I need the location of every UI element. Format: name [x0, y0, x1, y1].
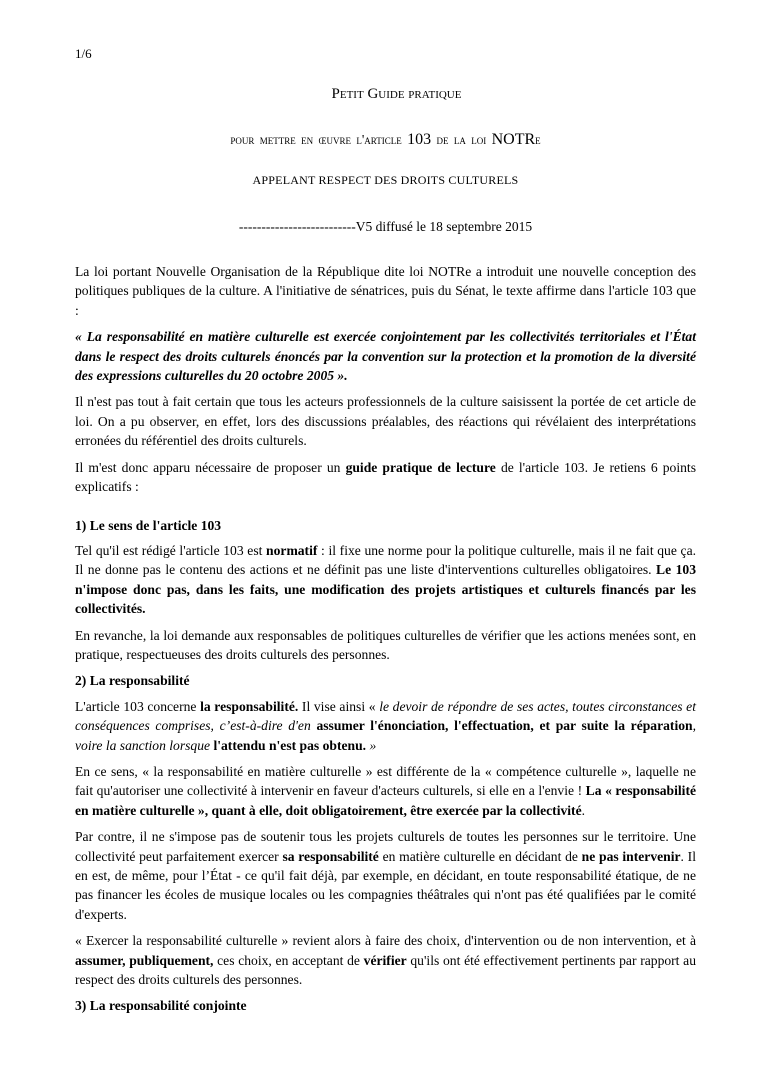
text-run: Par contre, il ne s'impose pas de soutenir tous les projets culturels de toutes les personnes sur le territoire. Une collectivité peut parfaitement exercer	[75, 829, 696, 864]
intro-paragraph-2: Il n'est pas tout à fait certain que tous les acteurs professionnels de la culture saisissent la portée de cet article de loi. On a pu observer, en effet, lors des discussions préalables, des réactions qui révélaient des interprétations erronées du référentiel des droits culturels.	[75, 394, 696, 449]
section-2-paragraph-4	[75, 931, 696, 989]
text-run: En ce sens, « la responsabilité en matière culturelle » est différente de la « compétence culturelle », laquelle ne fait qu'autoriser une collectivité à intervenir en faveur d'acteurs culturels, si elle en a l'envie !	[75, 763, 696, 799]
bold-run: La « responsabilité en matière culturelle », quant à elle, doit obligatoirement, être exercée par la collectivité	[75, 783, 697, 818]
subtitle-text-2: de la loi	[436, 131, 487, 147]
page-number: 1/6	[75, 46, 92, 61]
text-run: « Exercer la responsabilité culturelle » revient alors à faire des choix, d'intervention ou de non intervention, et à	[75, 933, 696, 949]
document-title: Petit Guide pratique	[331, 86, 462, 103]
bold-run: guide pratique de lecture	[345, 459, 496, 475]
text-run: de l'article 103. Je retiens 6 points explicatifs :	[75, 459, 696, 495]
version-line: --------------------------V5 diffusé le 18 septembre 2015	[238, 218, 533, 234]
bold-run: l'attendu n'est pas obtenu.	[213, 737, 367, 753]
section-2-paragraph-3	[75, 827, 696, 924]
text-run: L'article 103 concerne	[75, 698, 201, 714]
subtitle-text: pour mettre en œuvre l'article	[230, 131, 402, 147]
document-subtitle	[75, 130, 696, 149]
section-3-heading: 3) La responsabilité conjointe	[75, 998, 247, 1014]
section-1-paragraph-2: En revanche, la loi demande aux responsables de politiques culturelles de vérifier que les actions menées sont, en pratique, respectueuses des droits culturels des personnes.	[75, 627, 696, 662]
intro-paragraph-3	[75, 458, 696, 497]
section-2-paragraph-2	[75, 762, 696, 820]
section-1-paragraph	[75, 541, 696, 619]
subtitle-law-suffix: e	[535, 131, 541, 147]
text-run: .	[581, 802, 586, 818]
subtitle-article-number: 103	[407, 130, 432, 148]
section-2-paragraph	[75, 697, 696, 755]
text-run: Il m'est donc apparu nécessaire de proposer un	[75, 459, 346, 475]
bold-run: assumer, publiquement,	[75, 952, 214, 968]
law-quote: « La responsabilité en matière culturelle est exercée conjointement par les collectivités territoriales et l'État dans le respect des droits culturels énoncés par la convention sur la protection et la promotion de la diversité des expressions culturelles du 20 octobre 2005 ».	[75, 329, 696, 384]
text-run: en matière culturelle en décidant de	[378, 848, 582, 864]
bold-run: vérifier	[363, 952, 407, 968]
intro-paragraph: La loi portant Nouvelle Organisation de la République dite loi NOTRe a introduit une nouvelle conception des politiques publiques de la culture. A l'initiative de sénatrices, puis du Sénat, le texte affirme dans l'article 103 que :	[75, 264, 696, 318]
italic-run: , voire la sanction lorsque	[75, 718, 696, 753]
spacer	[75, 504, 696, 516]
bold-italic-run: assumer l'énonciation, l'effectuation, et par suite la réparation	[316, 718, 693, 734]
bold-run: ne pas intervenir	[581, 848, 681, 864]
section-1-heading: 1) Le sens de l'article 103	[75, 517, 222, 533]
section-2-heading: 2) La responsabilité	[75, 673, 190, 689]
text-run: ces choix, en acceptant de	[213, 952, 364, 968]
text-run: Tel qu'il est rédigé l'article 103 est	[75, 542, 267, 558]
text-run: qu'ils ont été effectivement pertinents par rapport au respect des droits culturels des personnes.	[75, 952, 697, 988]
italic-run: le devoir de répondre de ses actes, toutes circonstances et conséquences comprises, c’est-à-dire d'en	[75, 698, 696, 734]
bold-run: Le 103 n'impose donc pas, dans les faits, une modification des projets artistiques et culturels financés par les collectivités.	[75, 562, 697, 617]
text-run: Il vise ainsi «	[298, 698, 380, 714]
document-subtitle-2: APPELANT RESPECT DES DROITS CULTURELS	[252, 173, 519, 188]
bold-run: la responsabilité.	[200, 698, 299, 714]
text-run: : il fixe une norme pour la politique culturelle, mais il ne fait que ça. Il ne donne pas le contenu des actions et ne définit pas une liste d'interventions culturelles obligatoires.	[75, 542, 696, 578]
italic-run: »	[366, 737, 377, 753]
subtitle-law-name: NOTR	[491, 130, 536, 148]
text-run: . Il en est, de même, pour l’État - ce qu'il fait déjà, par exemple, en décidant, en toute responsabilité étatique, de ne pas financer les écoles de musique locales ou les compagnies théâtrales qui n'ont pas été qualifiées par le comité d'experts.	[75, 848, 696, 922]
bold-run: normatif	[266, 542, 318, 558]
bold-run: sa responsabilité	[282, 848, 379, 864]
